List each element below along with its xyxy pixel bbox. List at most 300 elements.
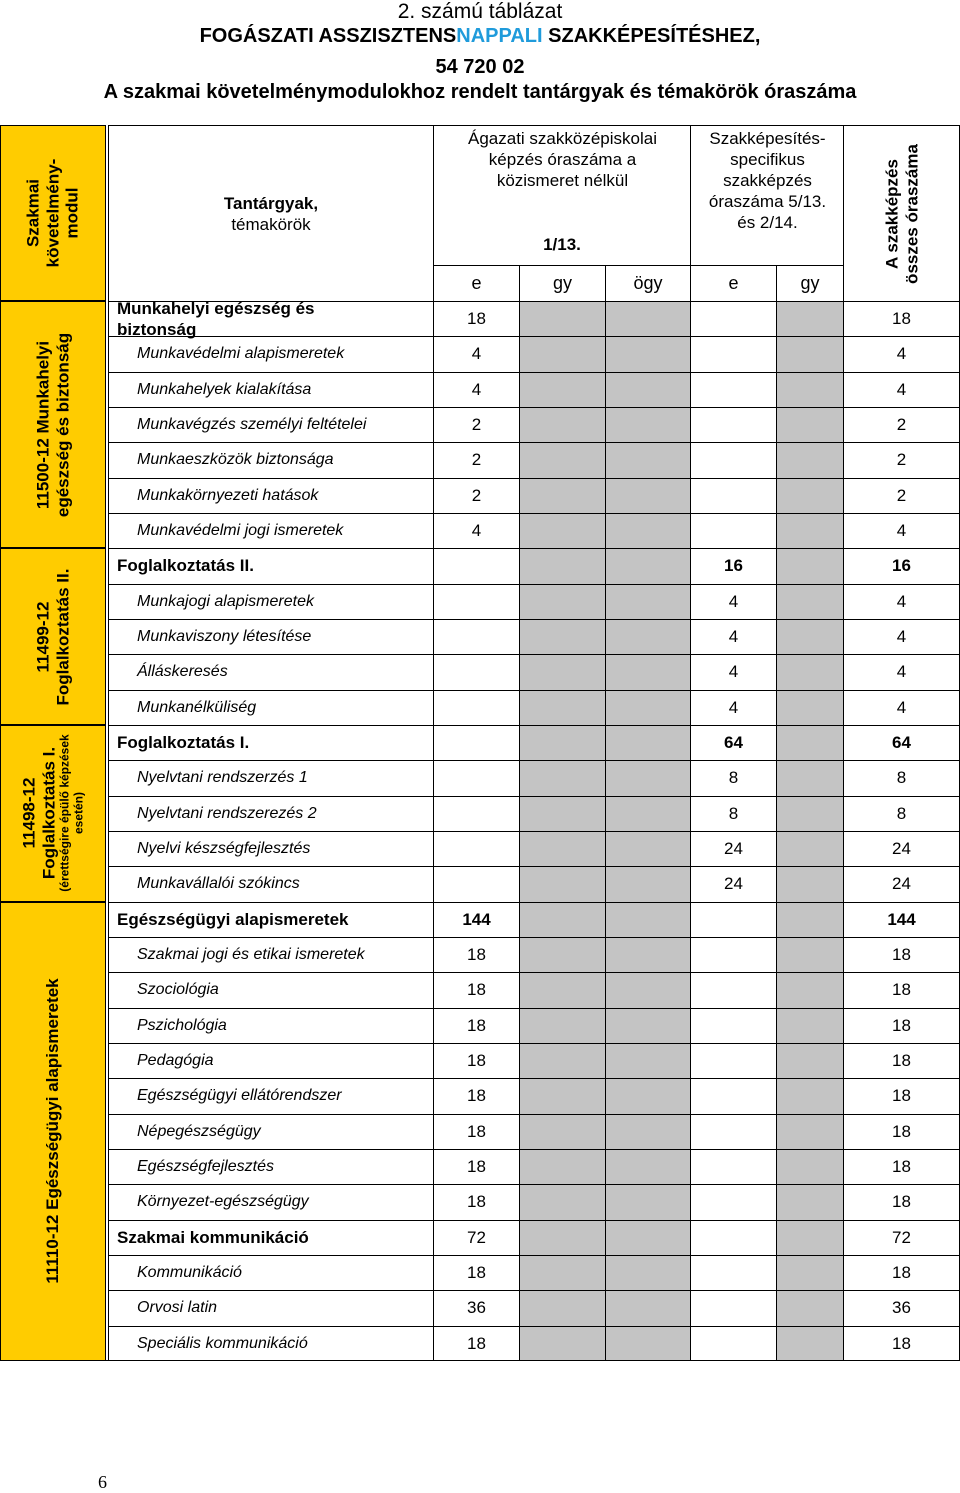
hours-cell [776,902,843,937]
hours-cell [605,831,690,866]
hours-cell [519,1043,605,1078]
hours-cell [776,301,843,336]
hours-cell [843,1149,960,1184]
hours-value: 18 [467,980,486,1000]
hours-cell [433,372,519,407]
hours-cell [519,584,605,619]
hours-cell [690,1149,776,1184]
hours-cell [433,902,519,937]
hours-cell [843,831,960,866]
hours-cell [690,513,776,548]
topic-name: Kommunikáció [137,1264,242,1282]
hours-cell [690,690,776,725]
hours-cell [776,1078,843,1113]
hours-cell [776,619,843,654]
hours-cell [605,1008,690,1043]
topic-row-name [108,619,433,654]
hours-cell [605,690,690,725]
total-column-header-text: A szakképzés összes óraszáma [881,143,921,284]
hours-cell [519,478,605,513]
hours-cell [605,478,690,513]
hours-cell [433,584,519,619]
hours-cell [433,478,519,513]
hours-cell [690,972,776,1007]
hours-cell [690,1326,776,1361]
hours-value: 2 [896,415,907,435]
hours-cell [433,1078,519,1113]
topic-name: Nyelvtani rendszerzés 1 [137,769,308,787]
hours-value: 4 [728,662,739,682]
hours-cell [776,407,843,442]
hours-cell [433,1008,519,1043]
hours-cell [433,619,519,654]
hours-value: 4 [471,521,482,541]
agazati-header [433,125,690,265]
hours-cell [605,1078,690,1113]
hours-value: 18 [467,1192,486,1212]
hours-cell [843,478,960,513]
subjects-column-header [108,125,433,301]
hours-value: 18 [467,1263,486,1283]
hours-cell [690,796,776,831]
hours-cell [776,336,843,371]
hours-value: 18 [892,1333,911,1353]
hours-cell [433,831,519,866]
hours-cell [433,1290,519,1325]
hours-cell [519,1326,605,1361]
hours-cell [843,1078,960,1113]
topic-row-name [108,1008,433,1043]
hours-cell [605,760,690,795]
hours-table [0,125,960,1371]
subject-name: Egészségügyi alapismeretek [117,909,349,929]
table-caption: 2. számú táblázat [397,0,563,23]
hours-value: 36 [467,1298,486,1318]
hours-cell [776,1184,843,1219]
topic-name: Munkakörnyezeti hatások [137,486,319,504]
module-label [20,730,87,897]
hours-value: 4 [471,344,482,364]
module-label: 11499-12 Foglalkoztatás II. [33,568,72,706]
hours-cell [690,937,776,972]
topic-row-name [108,1043,433,1078]
module-block [0,548,106,725]
topic-row-name [108,1149,433,1184]
hours-cell [605,513,690,548]
hours-cell [605,902,690,937]
subject-name: Foglalkoztatás I. [117,733,250,753]
hours-value: 4 [896,344,907,364]
hours-cell [605,584,690,619]
hours-cell [433,513,519,548]
hours-cell [519,690,605,725]
hours-cell [690,1184,776,1219]
topic-name: Munkaviszony létesítése [137,628,312,646]
szakkepesites-header-text: Szakképesítés-specifikus szakképzés óraszáma 5/13. és 2/14. [708,129,827,232]
hours-value: 18 [892,1121,911,1141]
hours-value: 18 [467,1333,486,1353]
hours-cell [776,478,843,513]
hours-cell [843,866,960,901]
hours-cell [843,407,960,442]
module-column-header [0,125,106,301]
hours-value: 4 [728,591,739,611]
hours-cell [519,760,605,795]
hours-cell [776,1220,843,1255]
hours-cell [690,1008,776,1043]
sub-header-e-agazati-text: e [471,273,482,293]
hours-cell [776,513,843,548]
topic-row-name [108,336,433,371]
hours-cell [776,372,843,407]
hours-cell [843,1255,960,1290]
hours-cell [776,1149,843,1184]
sub-header-ogy-text: ögy [633,273,663,293]
module-label-note: (érettségire épülő képzések esetén) [57,734,86,892]
hours-cell [690,619,776,654]
hours-value: 24 [892,839,911,859]
hours-cell [519,1078,605,1113]
topic-name: Munkavédelmi jogi ismeretek [137,522,344,540]
hours-cell [433,407,519,442]
hours-value: 2 [896,485,907,505]
hours-cell [519,725,605,760]
sub-header-gy-agazati [519,265,605,301]
hours-value: 8 [728,768,739,788]
hours-cell [605,1043,690,1078]
topic-name: Pszichológia [137,1016,227,1034]
topic-row-name [108,478,433,513]
hours-cell [843,584,960,619]
hours-cell [433,866,519,901]
subject-name: Foglalkoztatás II. [117,556,254,576]
hours-cell [843,902,960,937]
module-label: 11110-12 Egészségügyi alapismeretek [43,978,63,1284]
topic-row-name [108,1114,433,1149]
topic-row-name [108,442,433,477]
hours-value: 4 [471,379,482,399]
topic-row-name [108,584,433,619]
hours-cell [605,1290,690,1325]
hours-cell [605,619,690,654]
topic-name: Munkahelyek kialakítása [137,380,312,398]
hours-value: 18 [467,1051,486,1071]
subject-row-name [108,548,433,583]
hours-value: 18 [892,1086,911,1106]
hours-cell [605,796,690,831]
hours-cell [690,1220,776,1255]
hours-value: 2 [896,450,907,470]
hours-value: 18 [892,1157,911,1177]
sub-header-e-agazati [433,265,519,301]
hours-value: 4 [896,591,907,611]
hours-cell [776,1114,843,1149]
total-column-header [843,125,960,301]
document-subtitle: A szakmai követelménymodulokhoz rendelt tantárgyak és témakörök óraszáma [103,81,857,103]
topic-name: Környezet-egészségügy [137,1193,309,1211]
hours-cell [519,336,605,371]
hours-value: 18 [892,945,911,965]
hours-cell [690,654,776,689]
agazati-year: 1/13. [543,235,581,254]
hours-cell [519,831,605,866]
hours-value: 16 [724,556,743,576]
hours-cell [843,1043,960,1078]
topic-name: Nyelvtani rendszerezés 2 [137,804,317,822]
topic-name: Álláskeresés [137,663,228,681]
hours-cell [605,1184,690,1219]
topic-row-name [108,372,433,407]
hours-cell [433,548,519,583]
module-label: 11500-12 Munkahelyi egészség és biztonság [33,332,72,517]
sub-header-e-szak-text: e [728,273,739,293]
hours-cell [519,1290,605,1325]
hours-cell [605,548,690,583]
hours-cell [690,548,776,583]
topic-name: Munkavédelmi alapismeretek [137,345,345,363]
topic-row-name [108,690,433,725]
subject-row-name [108,1220,433,1255]
hours-cell [843,1290,960,1325]
hours-cell [605,1255,690,1290]
topic-row-name [108,1255,433,1290]
hours-cell [605,336,690,371]
subject-row-name [108,299,433,340]
hours-value: 144 [462,909,491,929]
hours-cell [843,972,960,1007]
hours-cell [690,442,776,477]
hours-cell [519,407,605,442]
sub-header-gy-agazati-text: gy [552,273,572,293]
hours-cell [690,725,776,760]
hours-cell [776,831,843,866]
hours-cell [843,725,960,760]
hours-value: 8 [728,803,739,823]
hours-cell [433,442,519,477]
hours-cell [605,301,690,336]
hours-cell [519,902,605,937]
hours-cell [433,972,519,1007]
hours-cell [843,442,960,477]
hours-cell [776,1326,843,1361]
hours-cell [433,1184,519,1219]
hours-cell [605,937,690,972]
hours-value: 18 [467,1157,486,1177]
hours-cell [519,937,605,972]
subject-name: Munkahelyi egészség és biztonság [117,299,315,340]
topic-row-name [108,654,433,689]
hours-cell [519,1149,605,1184]
hours-cell [605,407,690,442]
topic-name: Nyelvi készségfejlesztés [137,840,311,858]
hours-cell [433,336,519,371]
hours-cell [605,372,690,407]
hours-cell [776,1290,843,1325]
topic-row-name [108,972,433,1007]
hours-cell [519,972,605,1007]
hours-cell [843,513,960,548]
table-bottom-border [0,1360,960,1361]
hours-cell [690,584,776,619]
hours-cell [519,1114,605,1149]
hours-cell [843,1184,960,1219]
hours-value: 8 [896,768,907,788]
hours-cell [776,1008,843,1043]
hours-value: 8 [896,803,907,823]
hours-cell [690,902,776,937]
topic-row-name [108,1290,433,1325]
hours-cell [433,725,519,760]
hours-cell [776,725,843,760]
hours-cell [776,548,843,583]
topic-name: Munkanélküliség [137,698,257,716]
hours-value: 4 [728,627,739,647]
hours-cell [776,760,843,795]
hours-cell [843,548,960,583]
hours-cell [433,654,519,689]
hours-value: 4 [896,627,907,647]
hours-cell [690,336,776,371]
hours-cell [843,760,960,795]
hours-cell [690,407,776,442]
agazati-header-text: Ágazati szakközépiskolai képzés óraszáma a közismeret nélkül [468,129,657,190]
topic-name: Munkavállalói szókincs [137,875,300,893]
hours-cell [776,866,843,901]
hours-cell [776,690,843,725]
hours-cell [519,301,605,336]
topic-name: Népegészségügy [137,1122,261,1140]
hours-cell [433,937,519,972]
document-title: FOGÁSZATI ASSZISZTENSNAPPALI SZAKKÉPESÍTÉSHEZ, [199,25,761,47]
topic-row-name [108,831,433,866]
hours-value: 18 [892,1192,911,1212]
topic-row-name [108,937,433,972]
hours-cell [690,1114,776,1149]
hours-value: 18 [467,1121,486,1141]
topic-name: Speciális kommunikáció [137,1334,308,1352]
hours-value: 36 [892,1298,911,1318]
module-block [0,301,106,548]
hours-value: 18 [892,309,911,329]
topic-row-name [108,407,433,442]
hours-cell [433,1043,519,1078]
subjects-column-header-text: Tantárgyak, témakörök [223,193,319,234]
hours-cell [690,301,776,336]
hours-cell [605,725,690,760]
hours-cell [519,619,605,654]
hours-cell [843,654,960,689]
hours-cell [433,796,519,831]
topic-row-name [108,796,433,831]
hours-value: 24 [724,874,743,894]
hours-cell [519,1008,605,1043]
page-number: 6 [98,1472,107,1492]
module-column-header-text: Szakmai követelmény-modul [23,158,82,268]
hours-value: 144 [887,909,916,929]
hours-cell [843,690,960,725]
hours-cell [519,1220,605,1255]
hours-cell [776,972,843,1007]
qualification-code: 54 720 02 [435,56,525,78]
hours-cell [519,442,605,477]
hours-cell [519,1184,605,1219]
topic-row-name [108,760,433,795]
hours-value: 18 [467,1015,486,1035]
hours-cell [843,937,960,972]
hours-cell [519,548,605,583]
topic-name: Orvosi latin [137,1299,218,1317]
subject-row-name [108,902,433,937]
hours-cell [519,654,605,689]
hours-cell [843,336,960,371]
hours-value: 64 [892,733,911,753]
sub-header-gy-szak [776,265,843,301]
topic-row-name [108,1184,433,1219]
hours-value: 4 [896,521,907,541]
hours-cell [843,301,960,336]
sub-header-e-szak [690,265,776,301]
hours-cell [519,796,605,831]
hours-cell [519,1255,605,1290]
hours-value: 18 [892,1051,911,1071]
hours-cell [776,654,843,689]
hours-value: 18 [467,309,486,329]
hours-cell [519,513,605,548]
topic-name: Munkaeszközök biztonsága [137,451,334,469]
hours-value: 4 [896,379,907,399]
hours-cell [690,1078,776,1113]
hours-cell [605,1220,690,1255]
hours-cell [776,1043,843,1078]
topic-name: Szociológia [137,981,219,999]
hours-cell [843,1220,960,1255]
hours-cell [605,866,690,901]
hours-cell [433,1255,519,1290]
hours-value: 2 [471,415,482,435]
hours-value: 24 [892,874,911,894]
hours-cell [843,372,960,407]
hours-cell [843,1008,960,1043]
hours-value: 16 [892,556,911,576]
hours-value: 72 [467,1227,486,1247]
hours-value: 4 [896,697,907,717]
hours-value: 4 [896,662,907,682]
topic-name: Szakmai jogi és etikai ismeretek [137,946,365,964]
hours-value: 2 [471,485,482,505]
hours-cell [433,1149,519,1184]
hours-cell [519,866,605,901]
topic-row-name [108,866,433,901]
hours-value: 24 [724,839,743,859]
hours-cell [605,654,690,689]
hours-cell [843,796,960,831]
subject-name: Szakmai kommunikáció [117,1227,309,1247]
hours-cell [433,1220,519,1255]
hours-cell [843,619,960,654]
hours-cell [776,796,843,831]
hours-cell [519,372,605,407]
hours-cell [690,1043,776,1078]
sub-header-gy-szak-text: gy [800,273,820,293]
hours-cell [433,1114,519,1149]
hours-cell [776,442,843,477]
hours-cell [690,760,776,795]
hours-cell [433,760,519,795]
hours-cell [843,1326,960,1361]
hours-value: 18 [892,980,911,1000]
szakkepesites-header [690,125,843,265]
hours-cell [605,972,690,1007]
